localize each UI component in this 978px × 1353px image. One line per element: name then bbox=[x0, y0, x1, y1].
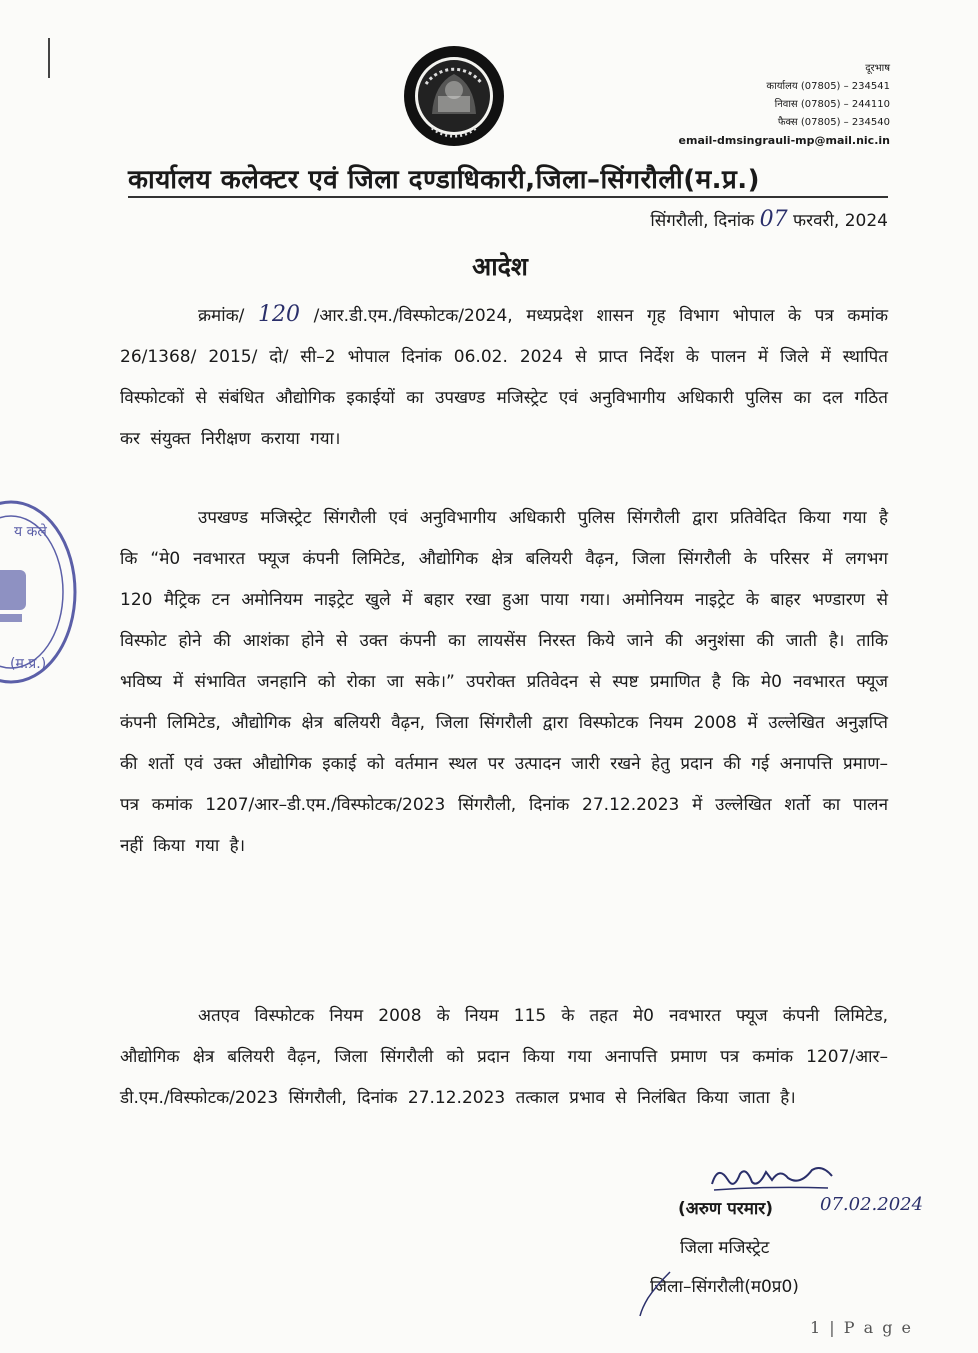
order-paragraph-2 bbox=[120, 498, 888, 867]
order-ref-prefix: क्रमांक/ bbox=[198, 306, 245, 326]
order-title: आदेश bbox=[472, 252, 528, 281]
order-paragraph-3 bbox=[120, 996, 888, 1119]
signature-date-handwritten: 07.02.2024 bbox=[820, 1194, 924, 1215]
signatory-place: जिला–सिंगरौली(म0प्र0) bbox=[650, 1277, 799, 1297]
office-round-stamp-icon bbox=[0, 492, 80, 692]
stamp-text-top: य कले bbox=[14, 524, 47, 540]
date-suffix: फरवरी, 2024 bbox=[793, 211, 888, 231]
order-paragraph-1 bbox=[120, 294, 888, 460]
order-paragraph-2-text: उपखण्ड मजिस्ट्रेट सिंगरौली एवं अनुविभागीय अधिकारी पुलिस सिंगरौली द्वारा प्रतिवेदित किया गया है कि “मे0 नवभारत फ्यूज कंपनी लिमिटेड, औद्योगिक क्षेत्र बलियरी वैढ़न, जिला सिंगरौली के परिसर में लगभग 120 मैट्रिक टन अमोनियम नाइट्रेट खुले में बहार रखा हुआ पाया गया। अमोनियम नाइट्रेट के बाहर भण्डारण से विस्फोट होने की आशंका होने से उक्त कंपनी का लायसेंस निरस्त किये जाने की अनुशंसा की जाती है। ताकि भविष्य में संभावित जनहानि को रोका जा सके।” उपरोक्त प्रतिवेदन से स्पष्ट प्रमाणित है कि मे0 नवभारत फ्यूज कंपनी लिमिटेड, औद्योगिक क्षेत्र बलियरी वैढ़न, जिला सिंगरौली द्वारा विस्फोटक नियम 2008 में उल्लेखित अनुज्ञप्ति की शर्तो एवं उक्त औद्योगिक इकाई को वर्तमान स्थल पर उत्पादन जारी रखने हेतु प्रदान की गई अनापत्ति प्रमाण–पत्र कमांक 1207/आर–डी.एम./विस्फोटक/2023 सिंगरौली, दिनांक 27.12.2023 में उल्लेखित शर्तो का पालन नहीं किया गया है। bbox=[120, 508, 888, 856]
pen-stroke-icon bbox=[636, 1268, 676, 1318]
header-divider bbox=[128, 196, 888, 198]
date-prefix: सिंगरौली, दिनांक bbox=[650, 211, 755, 231]
office-phone: कार्यालय (07805) – 234541 bbox=[766, 81, 890, 92]
signature-scribble-icon bbox=[708, 1160, 838, 1196]
contact-block bbox=[679, 60, 890, 150]
signatory-designation: जिला मजिस्ट्रेट bbox=[680, 1238, 770, 1258]
date-day-handwritten: 07 bbox=[759, 207, 788, 232]
fax-number: फैक्स (07805) – 234540 bbox=[777, 117, 890, 128]
page-number: 1 | P a g e bbox=[810, 1318, 914, 1337]
email-address: email-dmsingrauli-mp@mail.nic.in bbox=[678, 134, 890, 147]
office-header-title: कार्यालय कलेक्टर एवं जिला दण्डाधिकारी,जिला–सिंगरौली(म.प्र.) bbox=[128, 165, 761, 195]
phone-label: दूरभाष bbox=[865, 63, 890, 74]
order-ref-number-handwritten: 120 bbox=[258, 302, 301, 327]
order-ref-body: /आर.डी.एम./विस्फोटक/2024, मध्यप्रदेश शासन गृह विभाग भोपाल के पत्र कमांक 26/1368/ 2015/ दो/ सी–2 भोपाल दिनांक 06.02. 2024 से प्राप्त निर्देश के पालन में जिले में स्थापित विस्फोटकों से संबंधित औद्योगिक इकाईयों का उपखण्ड मजिस्ट्रेट एवं अनुविभागीय अधिकारी पुलिस का दल गठित कर संयुक्त निरीक्षण कराया गया। bbox=[120, 306, 889, 449]
order-paragraph-3-text: अतएव विस्फोटक नियम 2008 के नियम 115 के तहत मे0 नवभारत फ्यूज कंपनी लिमिटेड, औद्योगिक क्षेत्र बलियरी वैढ़न, जिला सिंगरौली को प्रदान किया गया अनापत्ति प्रमाण पत्र कमांक 1207/आर–डी.एम./विस्फोटक/2023 सिंगरौली, दिनांक 27.12.2023 तत्काल प्रभाव से निलंबित किया जाता है। bbox=[120, 1006, 888, 1108]
state-emblem-seal-icon bbox=[402, 44, 506, 148]
residence-phone: निवास (07805) – 244110 bbox=[774, 99, 890, 110]
date-line bbox=[650, 207, 888, 232]
stamp-text-bottom: (म.प्र.) bbox=[10, 656, 47, 672]
margin-mark bbox=[48, 38, 50, 78]
signatory-name: (अरुण परमार) bbox=[678, 1199, 774, 1219]
